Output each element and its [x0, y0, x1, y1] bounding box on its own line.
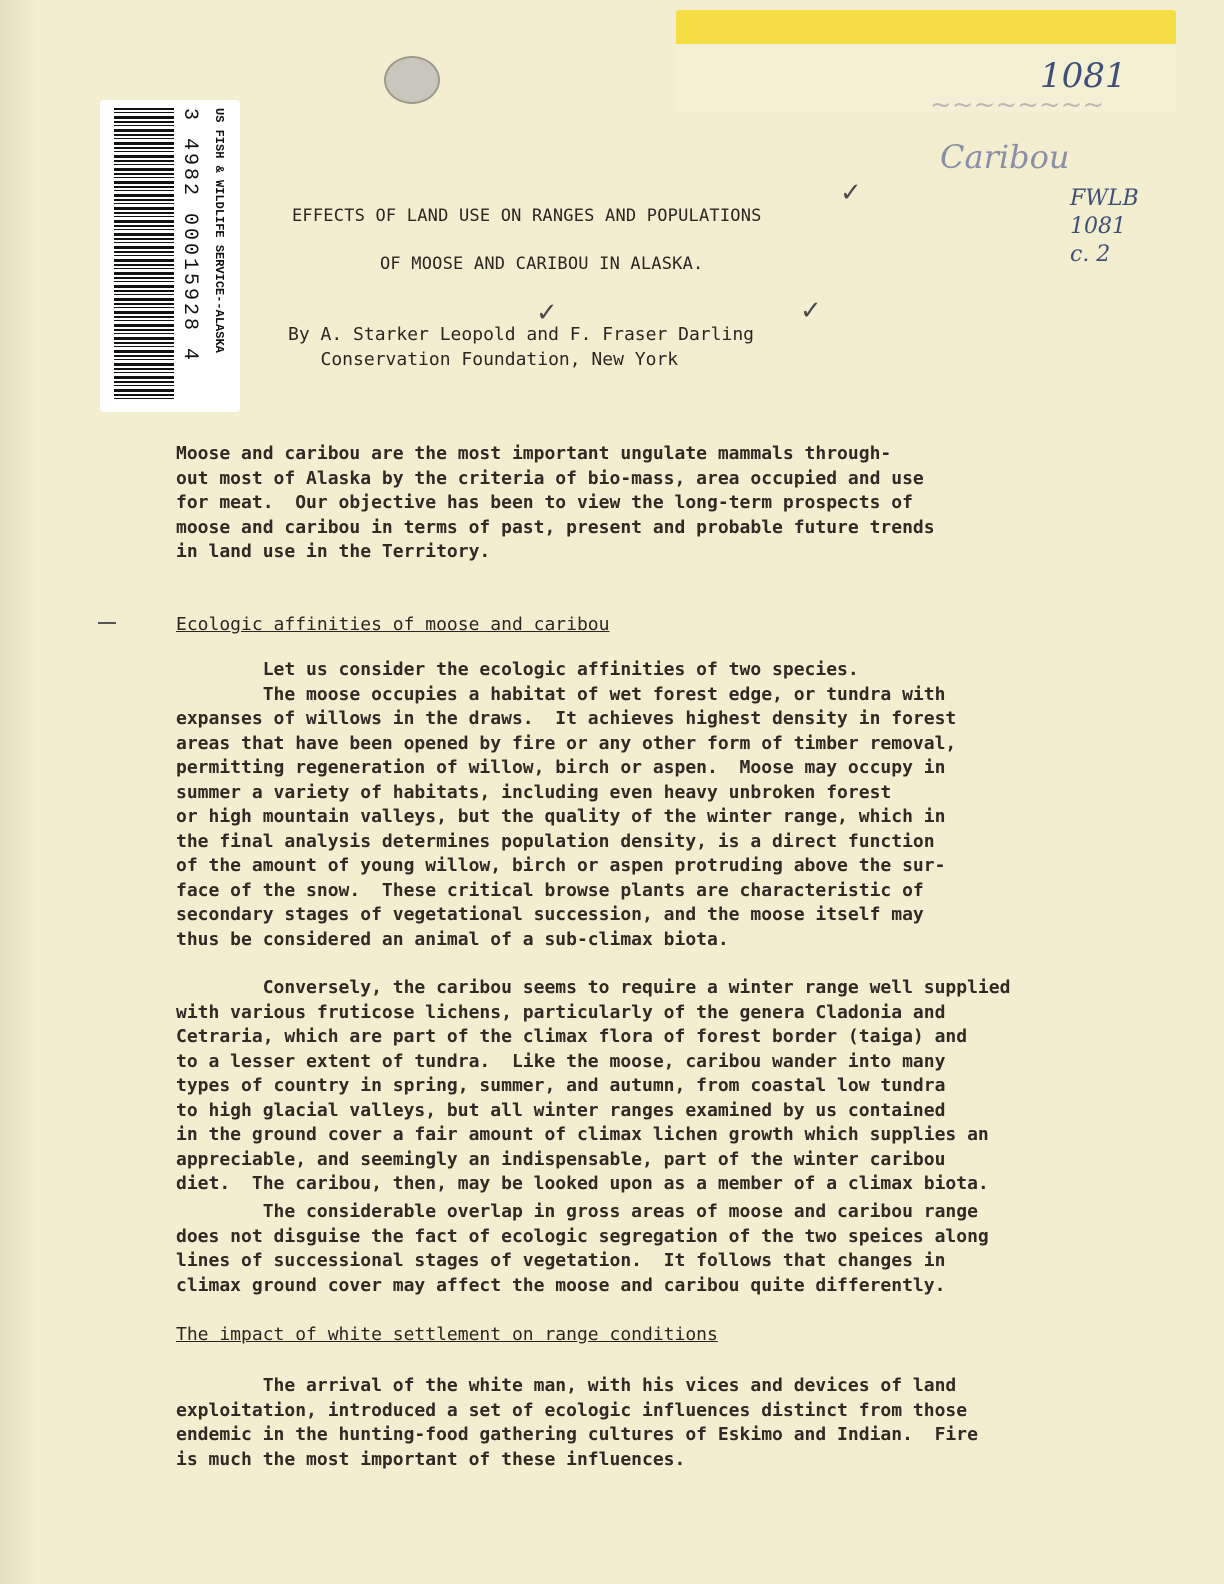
catalog-code-line-2: 1081	[1070, 214, 1126, 239]
handwritten-subject: Caribou	[940, 138, 1070, 176]
body-paragraph-caribou: Conversely, the caribou seems to require a winter range well supplied with various fruticose lichens, particularly of the genera Cladonia and Cetraria, which are part of the climax flora of forest border (taiga) and to a lesser extent of tundra. Like the moose, caribou wander into many types of country in spring, summer, and autumn, from coastal low tundra to high glacial valleys, but all winter ranges examined by us contained in the ground cover a fair amount of climax lichen growth which supplies an appreciable, and seemingly an indispensable, part of the winter caribou diet. The caribou, then, may be looked upon as a member of a climax biota.	[176, 977, 1011, 1194]
catalog-code-line-1: FWLB	[1070, 186, 1139, 211]
abstract-paragraph: Moose and caribou are the most important ungulate mammals through- out most of Alaska by the criteria of bio-mass, area occupied and use for meat. Our objective has been to view the long-term prospects of moose and caribou in terms of past, present and probable future trends in land use in the Territory.	[176, 443, 935, 562]
handwritten-struck-note: ~~~~~~~~	[930, 90, 1105, 120]
page-edge	[0, 0, 40, 1584]
checkmark-icon: ✓	[840, 178, 862, 208]
barcode-label	[100, 100, 240, 412]
title-line-2: OF MOOSE AND CARIBOU IN ALASKA.	[380, 254, 704, 274]
catalog-code-line-3: c. 2	[1070, 242, 1111, 267]
body-paragraph-white-man: The arrival of the white man, with his vices and devices of land exploitation, introduced a set of ecologic influences distinct from those endemic in the hunting-food gathering cultures of Eskimo and Indian. Fire is much the most important of these influences.	[176, 1375, 978, 1470]
body-paragraph-overlap: The considerable overlap in gross areas of moose and caribou range does not disguise the fact of ecologic segregation of the two speices along lines of successional stages of vegetation. It follows that changes in climax ground cover may affect the moose and caribou quite differently.	[176, 1201, 989, 1296]
checkmark-icon: ✓	[536, 298, 558, 328]
byline: By A. Starker Leopold and F. Fraser Darling Conservation Foundation, New York	[288, 324, 754, 370]
checkmark-icon: ✓	[800, 296, 822, 326]
section-heading-ecologic-affinities: Ecologic affinities of moose and caribou	[176, 614, 610, 635]
barcode-icon	[114, 108, 174, 402]
title-line-1: EFFECTS OF LAND USE ON RANGES AND POPULATIONS	[292, 206, 762, 226]
body-paragraph-moose: Let us consider the ecologic affinities of two species. The moose occupies a habitat of wet forest edge, or tundra with expanses of willows in the draws. It achieves highest density in forest areas that have been opened by fire or any other form of timber removal, permitting regeneration of willow, birch or aspen. Moose may occupy in summer a variety of habitats, including even heavy unbroken forest or high mountain valleys, but the quality of the winter range, which in the final analysis determines population density, is a direct function of the amount of young willow, birch or aspen protruding above the sur- face of the snow. These critical browse plants are characteristic of secondary stages of vegetational succession, and the moose itself may thus be considered an animal of a sub-climax biota.	[176, 659, 957, 950]
punch-hole	[384, 56, 440, 104]
section-heading-white-settlement: The impact of white settlement on range conditions	[176, 1324, 718, 1345]
handwritten-document-number: 1081	[1040, 56, 1127, 96]
margin-mark	[98, 622, 116, 624]
barcode-agency: US FISH & WILDLIFE SERVICE--ALASKA	[212, 108, 226, 353]
handwritten-catalog-code	[1070, 188, 1139, 266]
barcode-number: 3 4982 00015928 4	[178, 108, 201, 364]
